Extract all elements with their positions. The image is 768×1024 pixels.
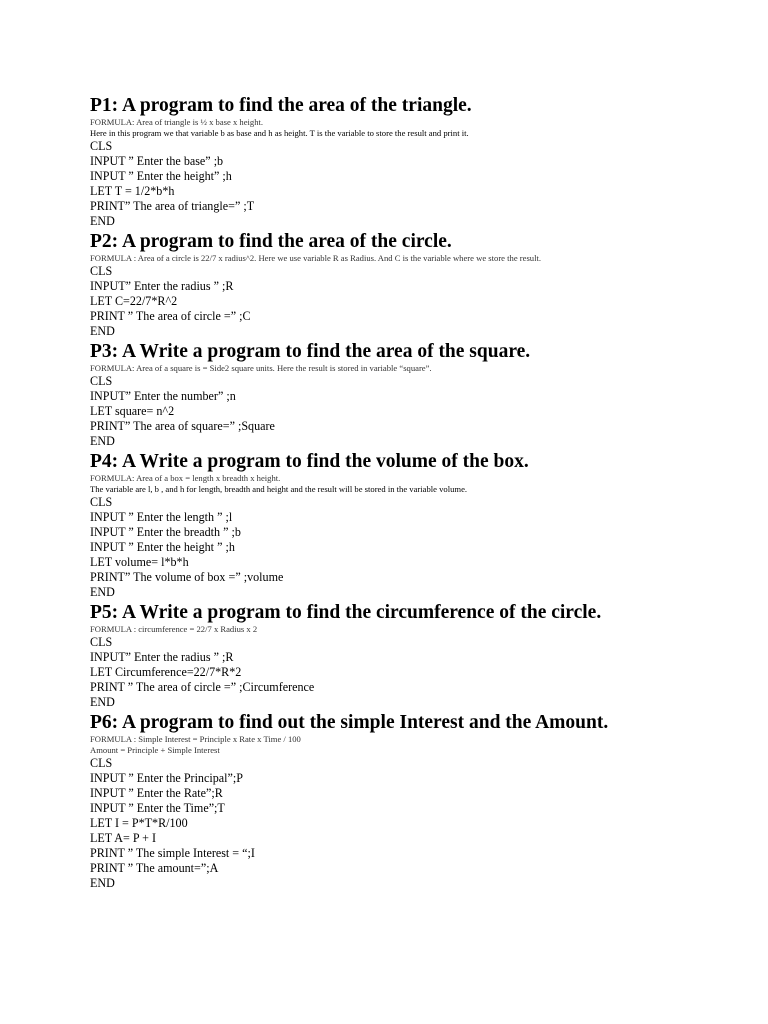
formula-text: FORMULA: Area of triangle is ½ x base x height. bbox=[90, 117, 264, 127]
formula-text: FORMULA: Area of a box = length x breadth x height. bbox=[90, 473, 281, 483]
program-p4 bbox=[90, 451, 750, 600]
code-line: INPUT ” Enter the height ” ;h bbox=[90, 540, 235, 554]
code-line: CLS bbox=[90, 756, 113, 770]
note-text: The variable are l, b , and h for length, breadth and height and the result will be stored in the variable volume. bbox=[90, 484, 468, 494]
code-line: END bbox=[90, 434, 115, 448]
code-line: LET A= P + I bbox=[90, 831, 157, 845]
formula-text: FORMULA : Simple Interest = Principle x Rate x Time / 100 bbox=[90, 734, 301, 744]
code-line: INPUT” Enter the number” ;n bbox=[90, 389, 236, 403]
code-line: PRINT ” The simple Interest = “;I bbox=[90, 846, 255, 860]
code-line: INPUT ” Enter the Time”;T bbox=[90, 801, 225, 815]
code-line: PRINT” The area of triangle=” ;T bbox=[90, 199, 255, 213]
program-p3 bbox=[90, 341, 750, 449]
note-text: Here in this program we that variable b as base and h as height. T is the variable to store the result and print it. bbox=[90, 128, 469, 138]
code-line: INPUT” Enter the radius ” ;R bbox=[90, 279, 234, 293]
formula-text: Amount = Principle + Simple Interest bbox=[90, 745, 220, 755]
code-line: PRINT ” The area of circle =” ;Circumference bbox=[90, 680, 315, 694]
program-title: P5: A Write a program to find the circumference of the circle. bbox=[90, 602, 602, 623]
code-line: END bbox=[90, 876, 115, 890]
code-line: INPUT ” Enter the breadth ” ;b bbox=[90, 525, 241, 539]
code-line: LET I = P*T*R/100 bbox=[90, 816, 188, 830]
code-line: END bbox=[90, 324, 115, 338]
code-line: END bbox=[90, 585, 115, 599]
code-line: CLS bbox=[90, 139, 113, 153]
code-line: END bbox=[90, 695, 115, 709]
code-line: LET T = 1/2*b*h bbox=[90, 184, 175, 198]
formula-text: FORMULA : circumference = 22/7 x Radius x 2 bbox=[90, 624, 258, 634]
code-line: LET C=22/7*R^2 bbox=[90, 294, 178, 308]
program-p2 bbox=[90, 231, 750, 339]
code-line: PRINT ” The amount=”;A bbox=[90, 861, 219, 875]
program-title: P1: A program to find the area of the triangle. bbox=[90, 95, 472, 116]
code-line: CLS bbox=[90, 374, 113, 388]
code-line: CLS bbox=[90, 495, 113, 509]
code-line: LET Circumference=22/7*R*2 bbox=[90, 665, 242, 679]
code-line: END bbox=[90, 214, 115, 228]
program-title: P3: A Write a program to find the area of the square. bbox=[90, 341, 531, 362]
program-title: P2: A program to find the area of the circle. bbox=[90, 231, 452, 252]
code-line: INPUT ” Enter the Principal”;P bbox=[90, 771, 243, 785]
code-line: INPUT ” Enter the length ” ;l bbox=[90, 510, 233, 524]
formula-text: FORMULA: Area of a square is = Side2 square units. Here the result is stored in variable “square”. bbox=[90, 363, 432, 373]
formula-text: FORMULA : Area of a circle is 22/7 x radius^2. Here we use variable R as Radius. And C is the variable where we store the result. bbox=[90, 253, 542, 263]
code-line: INPUT” Enter the radius ” ;R bbox=[90, 650, 234, 664]
code-line: PRINT” The area of square=” ;Square bbox=[90, 419, 275, 433]
code-line: CLS bbox=[90, 635, 113, 649]
code-line: INPUT ” Enter the base” ;b bbox=[90, 154, 224, 168]
code-line: PRINT ” The area of circle =” ;C bbox=[90, 309, 251, 323]
code-line: LET square= n^2 bbox=[90, 404, 175, 418]
program-p5 bbox=[90, 602, 750, 710]
program-title: P4: A Write a program to find the volume of the box. bbox=[90, 451, 529, 472]
program-p6 bbox=[90, 712, 750, 891]
program-title: P6: A program to find out the simple Interest and the Amount. bbox=[90, 712, 609, 733]
program-p1 bbox=[90, 95, 750, 229]
code-line: INPUT ” Enter the height” ;h bbox=[90, 169, 232, 183]
code-line: LET volume= l*b*h bbox=[90, 555, 189, 569]
code-line: PRINT” The volume of box =” ;volume bbox=[90, 570, 284, 584]
code-line: INPUT ” Enter the Rate”;R bbox=[90, 786, 223, 800]
code-line: CLS bbox=[90, 264, 113, 278]
